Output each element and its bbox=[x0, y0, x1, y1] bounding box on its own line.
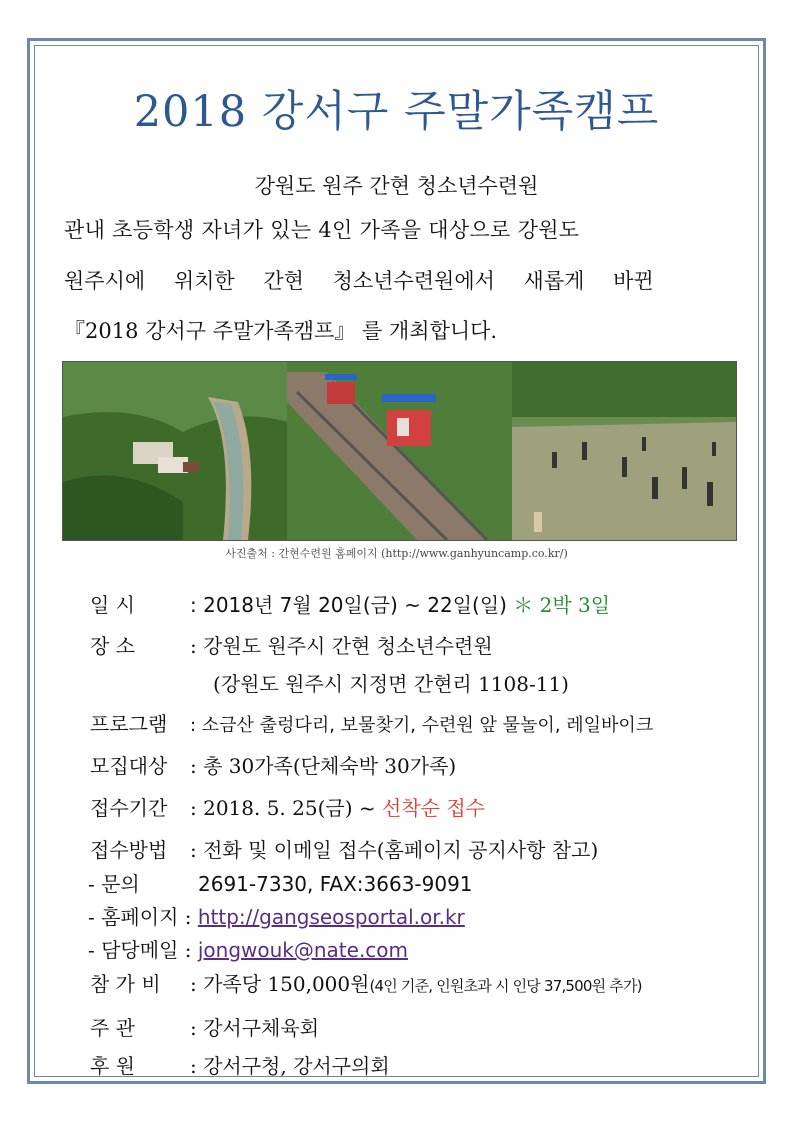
page-title: 2018 강서구 주말가족캠프 bbox=[133, 87, 660, 137]
fee-label: 참 가 비 bbox=[90, 972, 161, 996]
homepage-link[interactable]: http://gangseosportal.or.kr bbox=[197, 905, 465, 929]
photo-river-play bbox=[512, 362, 736, 540]
intro-line-3: 『2018 강서구 주말가족캠프』 를 개최합니다. bbox=[64, 319, 498, 343]
host-value: : 강서구체육회 bbox=[190, 1016, 320, 1040]
period-extra: 선착순 접수 bbox=[382, 796, 485, 820]
period-value: : 2018. 5. 25(금) ~ bbox=[190, 796, 382, 820]
inquiry-value: 2691-7330, FAX:3663-9091 bbox=[198, 872, 473, 896]
period-label: 접수기간 bbox=[90, 796, 168, 820]
manager-label: - 담당메일 : bbox=[88, 938, 192, 962]
date-row bbox=[90, 589, 610, 618]
place-address: (강원도 원주시 지정면 간현리 1108-11) bbox=[213, 672, 569, 696]
date-label: 일 시 bbox=[90, 593, 135, 617]
recruit-value: : 총 30가족(단체숙박 30가족) bbox=[190, 754, 457, 778]
method-row bbox=[90, 834, 598, 863]
recruit-label: 모집대상 bbox=[90, 754, 168, 778]
inquiry-label: - 문의 bbox=[88, 872, 140, 896]
place-value: : 강원도 원주시 간현 청소년수련원 bbox=[190, 634, 493, 658]
place-row bbox=[90, 630, 493, 659]
host-label: 주 관 bbox=[90, 1016, 135, 1040]
homepage-row bbox=[88, 901, 465, 930]
manager-email-link[interactable]: jongwouk@nate.com bbox=[197, 938, 409, 962]
method-value: : 전화 및 이메일 접수(홈페이지 공지사항 참고) bbox=[190, 838, 599, 862]
date-value: : 2018년 7월 20일(금) ~ 22일(일) bbox=[190, 593, 507, 617]
period-row bbox=[90, 792, 485, 821]
intro-line-1: 관내 초등학생 자녀가 있는 4인 가족을 대상으로 강원도 bbox=[64, 218, 580, 242]
program-label: 프로그램 bbox=[90, 712, 168, 736]
program-row bbox=[90, 708, 653, 737]
host-row bbox=[90, 1012, 319, 1041]
homepage-label: - 홈페이지 : bbox=[88, 905, 192, 929]
intro-line-2: 원주시에 위치한 간현 청소년수련원에서 새롭게 바뀐 bbox=[64, 269, 654, 293]
photo-rail-bike bbox=[287, 362, 511, 540]
sponsor-label: 후 원 bbox=[90, 1054, 135, 1078]
page-subtitle: 강원도 원주 간현 청소년수련원 bbox=[254, 174, 539, 198]
program-value: : 소금산 출렁다리, 보물찾기, 수련원 앞 물놀이, 레일바이크 bbox=[190, 715, 654, 736]
recruit-row bbox=[90, 750, 456, 779]
fee-row bbox=[90, 968, 642, 997]
inquiry-row bbox=[88, 868, 473, 897]
place-label: 장 소 bbox=[90, 634, 135, 658]
fee-value: : 가족당 150,000원 bbox=[190, 972, 370, 996]
method-label: 접수방법 bbox=[90, 838, 168, 862]
photo-caption: 사진출처 : 간현수련원 홈페이지 (http://www.ganhyuncamp.co.kr/) bbox=[225, 547, 568, 560]
photo-strip bbox=[62, 361, 737, 541]
manager-row bbox=[88, 934, 408, 963]
fee-note: (4인 기준, 인원초과 시 인당 37,500원 추가) bbox=[369, 977, 642, 995]
sponsor-row bbox=[90, 1050, 390, 1079]
photo-aerial-camp bbox=[63, 362, 287, 540]
sponsor-value: : 강서구청, 강서구의회 bbox=[190, 1054, 390, 1078]
date-extra: ＊ 2박 3일 bbox=[513, 593, 611, 617]
